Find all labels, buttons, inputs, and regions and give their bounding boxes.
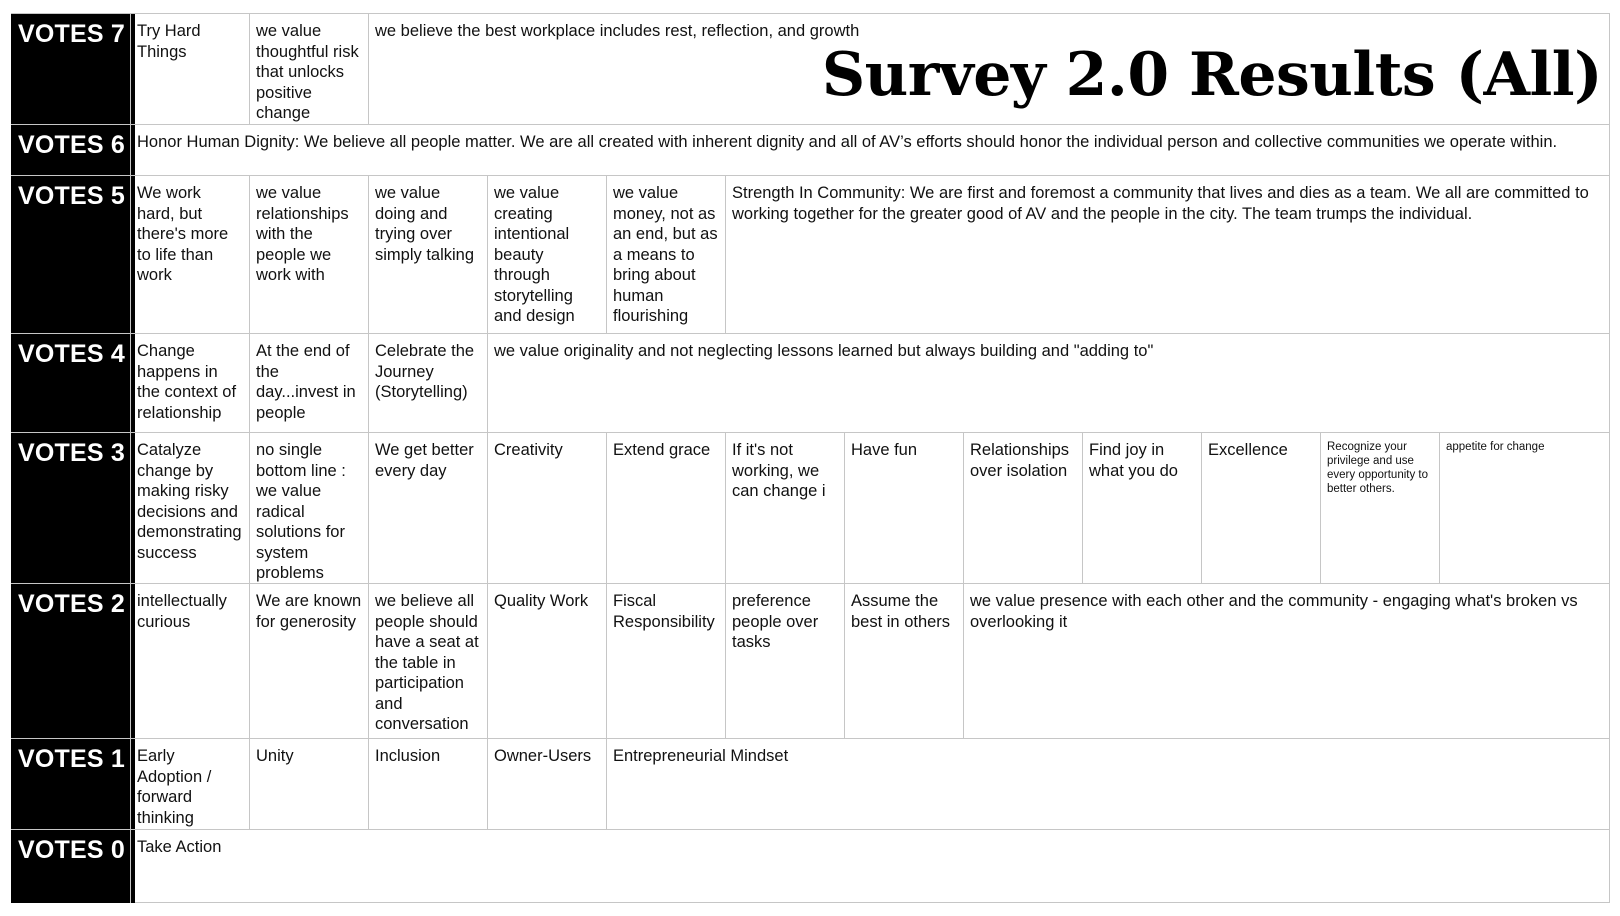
- votes-row: [11, 176, 1609, 334]
- value-cell: Assume the best in others: [844, 584, 963, 738]
- value-cell: we value thoughtful risk that unlocks positive change: [249, 14, 368, 124]
- page-title: Survey 2.0 Results (All): [821, 40, 1602, 110]
- value-cell: Take Action: [130, 830, 1609, 903]
- value-cell: Have fun: [844, 433, 963, 583]
- votes-label: VOTES 5: [11, 176, 135, 333]
- value-cell: Excellence: [1201, 433, 1320, 583]
- value-cell: Owner-Users: [487, 739, 606, 829]
- votes-label: VOTES 6: [11, 125, 135, 175]
- value-cell: intellectually curious: [130, 584, 249, 738]
- value-cell: Fiscal Responsibility: [606, 584, 725, 738]
- value-cell: we value doing and trying over simply talking: [368, 176, 487, 333]
- value-cell: If it's not working, we can change i: [725, 433, 844, 583]
- votes-label: VOTES 2: [11, 584, 135, 738]
- value-cell: Creativity: [487, 433, 606, 583]
- value-cell: preference people over tasks: [725, 584, 844, 738]
- value-cell: We work hard, but there's more to life than work: [130, 176, 249, 333]
- value-cell: We are known for generosity: [249, 584, 368, 738]
- value-cell: we believe all people should have a seat at the table in participation and conversation: [368, 584, 487, 738]
- value-cell: Extend grace: [606, 433, 725, 583]
- value-cell: Find joy in what you do: [1082, 433, 1201, 583]
- value-cell: we value creating intentional beauty through storytelling and design: [487, 176, 606, 333]
- votes-label: VOTES 1: [11, 739, 135, 829]
- votes-label: VOTES 0: [11, 830, 135, 903]
- votes-row: [11, 334, 1609, 433]
- votes-row: [11, 433, 1609, 584]
- value-cell: we value money, not as an end, but as a means to bring about human flourishing: [606, 176, 725, 333]
- value-cell: Change happens in the context of relationship: [130, 334, 249, 432]
- value-cell: Inclusion: [368, 739, 487, 829]
- value-cell: Unity: [249, 739, 368, 829]
- value-cell: Entrepreneurial Mindset: [606, 739, 1609, 829]
- value-cell: Strength In Community: We are first and foremost a community that lives and dies as a team. We all are committed to working together for the greater good of AV and the people in the city. The team trumps the individual.: [725, 176, 1609, 333]
- value-cell: At the end of the day...invest in people: [249, 334, 368, 432]
- value-cell: Try Hard Things: [130, 14, 249, 124]
- votes-label: VOTES 4: [11, 334, 135, 432]
- value-cell: we value presence with each other and the community - engaging what's broken vs overlooking it: [963, 584, 1609, 738]
- value-cell: Early Adoption / forward thinking: [130, 739, 249, 829]
- value-cell: we believe the best workplace includes rest, reflection, and growth: [368, 14, 1609, 124]
- value-cell: Quality Work: [487, 584, 606, 738]
- votes-row: [11, 584, 1609, 739]
- value-cell: appetite for change: [1439, 433, 1609, 583]
- results-table: [11, 13, 1610, 903]
- votes-row: [11, 830, 1609, 903]
- value-cell: no single bottom line : we value radical solutions for system problems: [249, 433, 368, 583]
- value-cell: Celebrate the Journey (Storytelling): [368, 334, 487, 432]
- votes-label: VOTES 7: [11, 14, 135, 124]
- value-cell: Relationships over isolation: [963, 433, 1082, 583]
- value-cell: Honor Human Dignity: We believe all people matter. We are all created with inherent dignity and all of AV’s efforts should honor the individual person and collective communities we operate within.: [130, 125, 1609, 175]
- value-cell: we value relationships with the people we work with: [249, 176, 368, 333]
- value-cell: Recognize your privilege and use every opportunity to better others.: [1320, 433, 1439, 583]
- votes-label: VOTES 3: [11, 433, 135, 583]
- votes-row: [11, 125, 1609, 176]
- value-cell: Catalyze change by making risky decisions and demonstrating success: [130, 433, 249, 583]
- votes-row: [11, 739, 1609, 830]
- value-cell: We get better every day: [368, 433, 487, 583]
- value-cell: we value originality and not neglecting lessons learned but always building and "adding to": [487, 334, 1609, 432]
